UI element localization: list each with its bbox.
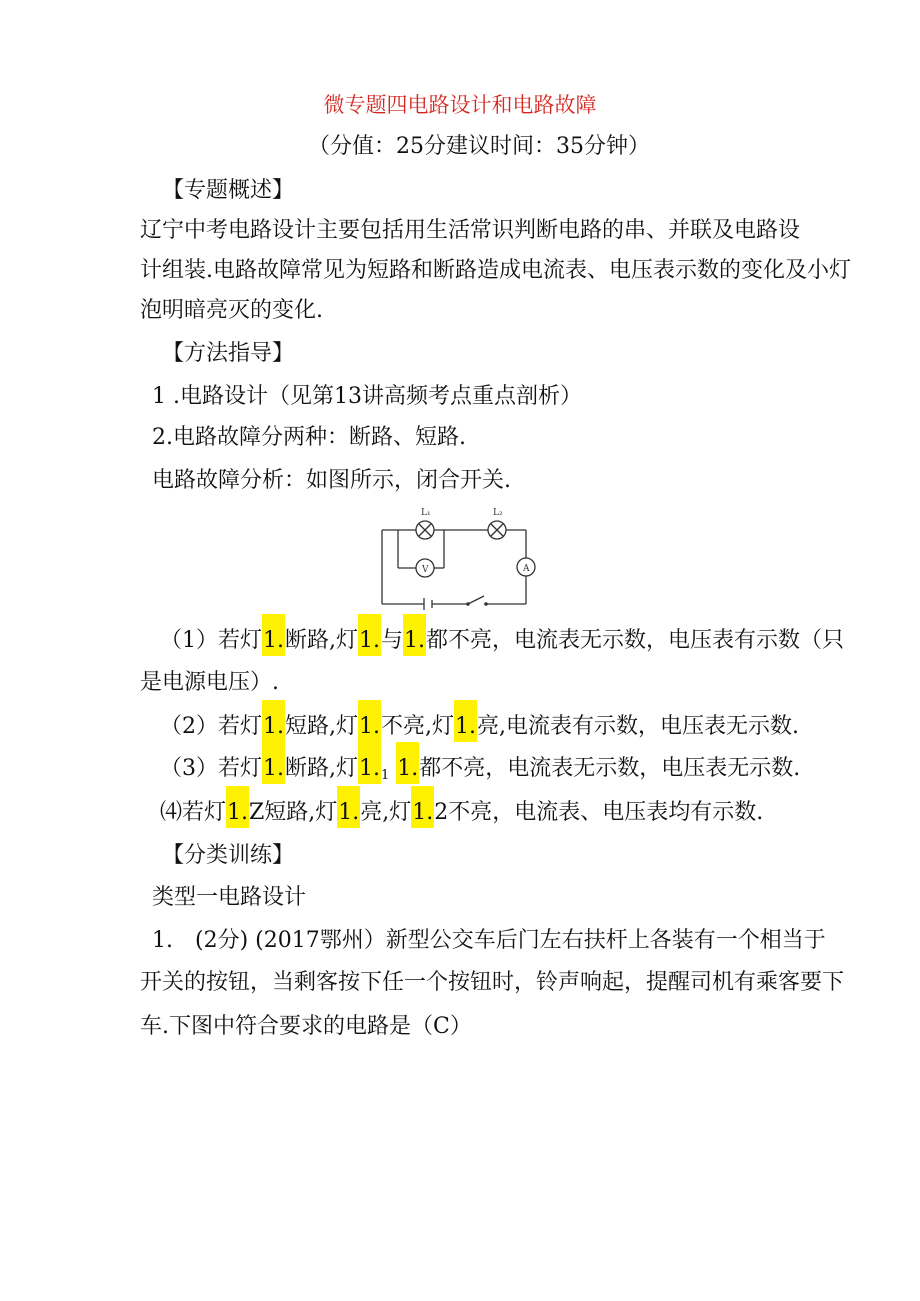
overview-text-line: 计组装.电路故障常见为短路和断路造成电流表、电压表示数的变化及小灯: [140, 258, 851, 283]
fault-case-4: ⑷若灯1.Z短路,灯1.亮,灯1.2不亮，电流表、电压表均有示数.: [160, 800, 763, 828]
page-title: 微专题四电路设计和电路故障: [323, 93, 597, 117]
method-item: 1 .电路设计（见第13讲高频考点重点剖析）: [152, 384, 582, 409]
circuit-label-l1: L₁: [421, 508, 431, 518]
question-text-line: 1. (2分) (2017鄂州）新型公交车后门左右扶杆上各装有一个相当于: [152, 928, 826, 953]
method-item: 电路故障分析：如图所示，闭合开关.: [152, 468, 511, 493]
overview-heading: 【专题概述】: [162, 178, 295, 203]
ammeter-label: A: [523, 564, 530, 574]
training-heading: 【分类训练】: [162, 843, 295, 868]
fault-case-1-cont: 是电源电压）.: [140, 670, 279, 695]
circuit-diagram: [380, 500, 540, 610]
overview-text-line: 泡明暗亮灭的变化.: [140, 298, 323, 323]
question-text-line: 开关的按钮，当剩客按下任一个按钮时，铃声响起，提醒司机有乘客要下: [140, 970, 845, 995]
question-text-line: 车.下图中符合要求的电路是（C）: [140, 1014, 472, 1039]
circuit-label-l2: L₂: [493, 508, 503, 518]
fault-case-1: （1）若灯1.断路,灯1.与1.都不亮，电流表无示数，电压表有示数（只: [160, 628, 844, 656]
method-heading: 【方法指导】: [162, 341, 295, 366]
overview-text-line: 辽宁中考电路设计主要包括用生活常识判断电路的串、并联及电路设: [140, 218, 801, 243]
type-heading: 类型一电路设计: [152, 885, 307, 910]
method-item: 2.电路故障分两种：断路、短路.: [152, 425, 466, 450]
score-time-note: （分值：25分建议时间：35分钟）: [308, 134, 650, 159]
fault-case-3: （3）若灯1.断路,灯$1._1$ 1.都不亮，电流表无示数，电压表无示数.: [160, 756, 800, 789]
fault-case-2: （2）若灯1.短路,灯1.不亮,灯1.亮,电流表有示数，电压表无示数.: [160, 714, 799, 742]
voltmeter-label: V: [422, 565, 429, 575]
